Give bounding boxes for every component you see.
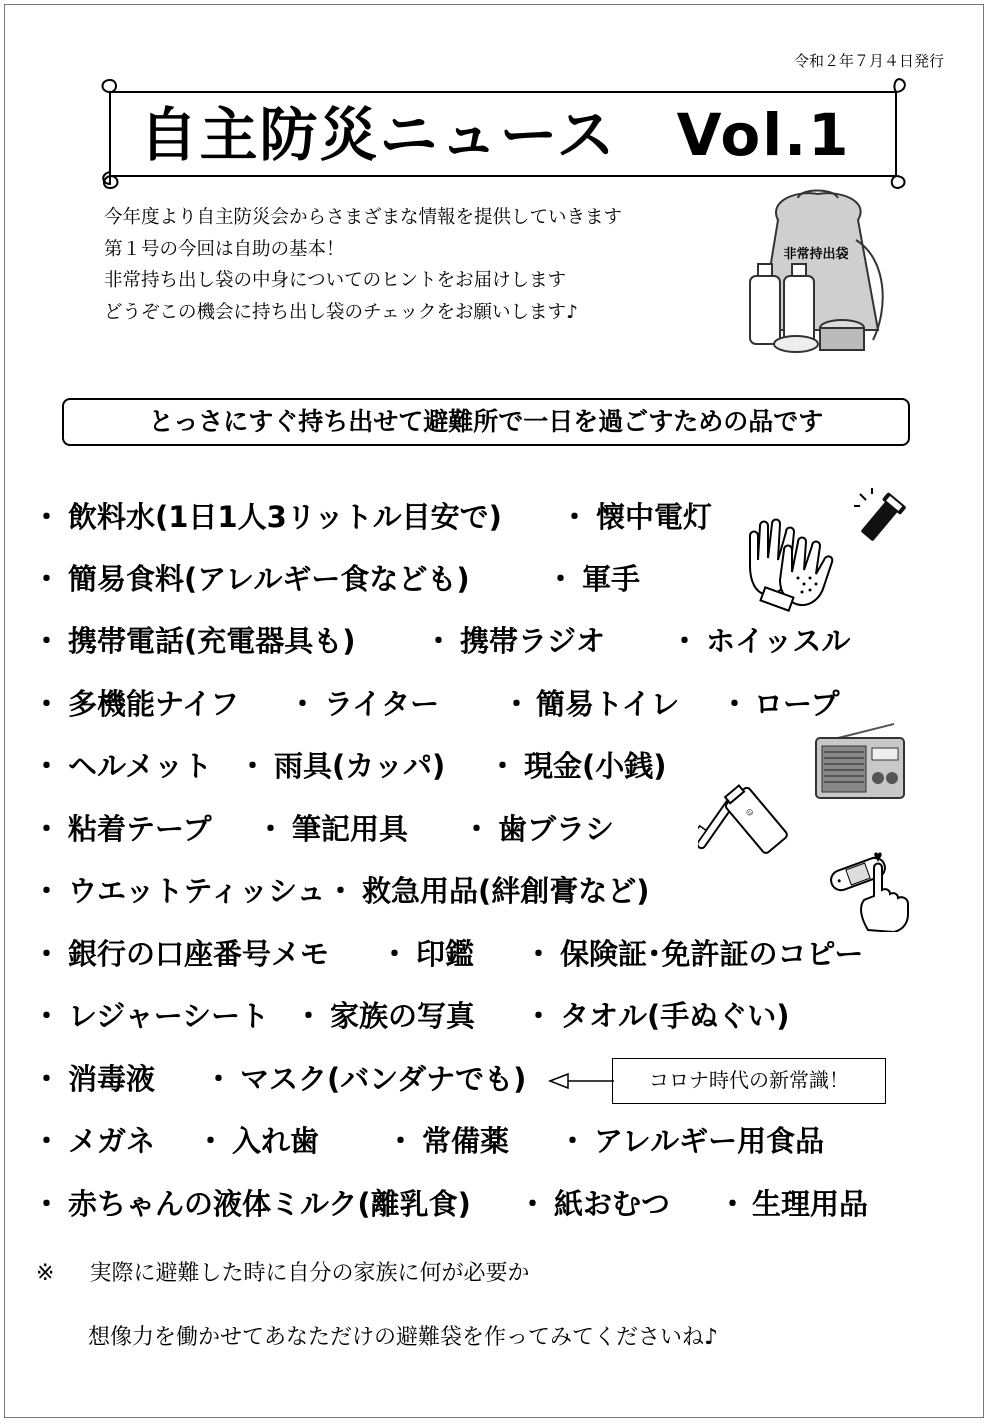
note-line — [36, 1256, 529, 1287]
bullet: ・ — [32, 999, 62, 1033]
bullet: ・ — [294, 999, 324, 1033]
list-item: 簡易食料(アレルギー食なども) — [68, 562, 470, 596]
list-item: 歯ブラシ — [498, 812, 615, 846]
list-item: 家族の写真 — [330, 999, 476, 1033]
intro-text — [104, 202, 724, 328]
bullet: ・ — [32, 624, 62, 658]
list-item: ロープ — [754, 687, 840, 721]
emergency-bag-icon — [738, 180, 898, 358]
page-title: 自主防災ニュース Vol.1 — [139, 101, 851, 169]
flashlight-icon — [852, 488, 912, 548]
bullet: ・ — [518, 1187, 548, 1221]
toothbrush-icon — [698, 780, 792, 864]
list-item: 赤ちゃんの液体ミルク(離乳食) — [68, 1187, 471, 1221]
list-item: 飲料水(1日1人3リットル目安で) — [68, 500, 502, 534]
list-item: 筆記用具 — [292, 812, 409, 846]
bullet: ・ — [718, 1187, 748, 1221]
bullet: ・ — [720, 687, 750, 721]
bullet: ・ — [32, 687, 62, 721]
list-item: 多機能ナイフ — [68, 687, 240, 721]
note-mark: ※ — [36, 1261, 55, 1286]
bullet: ・ — [326, 874, 356, 908]
bullet: ・ — [32, 749, 62, 783]
bullet: ・ — [524, 937, 554, 971]
bullet: ・ — [546, 562, 576, 596]
radio-icon — [808, 722, 912, 802]
list-item: 常備薬 — [422, 1124, 510, 1158]
subtitle-box: とっさにすぐ持ち出せて避難所で一日を過ごすための品です — [62, 398, 910, 446]
bullet: ・ — [386, 1124, 416, 1158]
note-text: 想像力を働かせてあなただけの避難袋を作ってみてくださいね♪ — [88, 1325, 719, 1350]
bullet: ・ — [32, 1187, 62, 1221]
bullet: ・ — [462, 812, 492, 846]
intro-line: 非常持ち出し袋の中身についてのヒントをお届けします — [104, 270, 567, 291]
intro-line: 第１号の今回は自助の基本！ — [104, 238, 345, 260]
intro-line: どうぞこの機会に持ち出し袋のチェックをお願いします♪ — [104, 301, 578, 323]
corona-note: コロナ時代の新常識！ — [612, 1058, 886, 1104]
list-item: アレルギー用食品 — [594, 1124, 825, 1158]
list-item: 携帯ラジオ — [460, 624, 606, 658]
bullet: ・ — [424, 624, 454, 658]
bullet: ・ — [32, 1062, 62, 1096]
list-item: メガネ — [68, 1124, 156, 1158]
list-item: 印鑑 — [416, 937, 475, 971]
bag-label: 非常持出袋 — [783, 247, 849, 262]
bullet: ・ — [32, 562, 62, 596]
list-item: ヘルメット — [68, 749, 213, 783]
bullet: ・ — [238, 749, 268, 783]
bullet: ・ — [32, 500, 62, 534]
list-item: 生理用品 — [752, 1187, 869, 1221]
list-item: マスク(バンダナでも) — [240, 1062, 527, 1096]
bullet: ・ — [32, 937, 62, 971]
list-item: レジャーシート — [68, 999, 270, 1033]
bullet: ・ — [560, 500, 590, 534]
bullet: ・ — [256, 812, 286, 846]
list-item: 入れ歯 — [232, 1124, 320, 1158]
list-item: 携帯電話(充電器具も) — [68, 624, 356, 658]
bullet: ・ — [32, 874, 62, 908]
bullet: ・ — [288, 687, 318, 721]
list-item: 懐中電灯 — [596, 500, 713, 534]
bullet: ・ — [524, 999, 554, 1033]
list-item: 軍手 — [582, 562, 641, 596]
svg-text:☺: ☺ — [744, 807, 756, 819]
note-text: 実際に避難した時に自分の家族に何が必要か — [89, 1261, 530, 1286]
list-item: 銀行の口座番号メモ — [68, 937, 330, 971]
bullet: ・ — [32, 1124, 62, 1158]
list-item: 救急用品(絆創膏など) — [362, 874, 650, 908]
bullet: ・ — [204, 1062, 234, 1096]
gloves-icon — [740, 516, 836, 612]
intro-line: 今年度より自主防災会からさまざまな情報を提供していきます — [104, 207, 623, 228]
bullet: ・ — [502, 687, 532, 721]
list-item: 簡易トイレ — [536, 687, 680, 721]
bullet: ・ — [32, 812, 62, 846]
list-item: ウエットティッシュ — [68, 874, 326, 908]
bullet: ・ — [380, 937, 410, 971]
list-item: 保険証･免許証のコピー — [560, 937, 864, 971]
list-item: 紙おむつ — [554, 1187, 671, 1221]
bullet: ・ — [670, 624, 700, 658]
list-item: 粘着テープ — [68, 812, 212, 846]
bandage-icon — [828, 850, 920, 932]
list-item: 雨具(カッパ) — [274, 749, 446, 783]
list-item: 現金(小銭) — [524, 749, 667, 783]
issue-date: 令和２年７月４日発行 — [793, 52, 944, 70]
list-item: 消毒液 — [68, 1062, 156, 1096]
bullet: ・ — [558, 1124, 588, 1158]
arrow-left-icon — [548, 1070, 614, 1092]
bullet: ・ — [196, 1124, 226, 1158]
list-item: タオル(手ぬぐい) — [560, 999, 790, 1033]
list-item: ライター — [324, 687, 440, 721]
bullet: ・ — [488, 749, 518, 783]
list-item: ホイッスル — [706, 624, 851, 658]
